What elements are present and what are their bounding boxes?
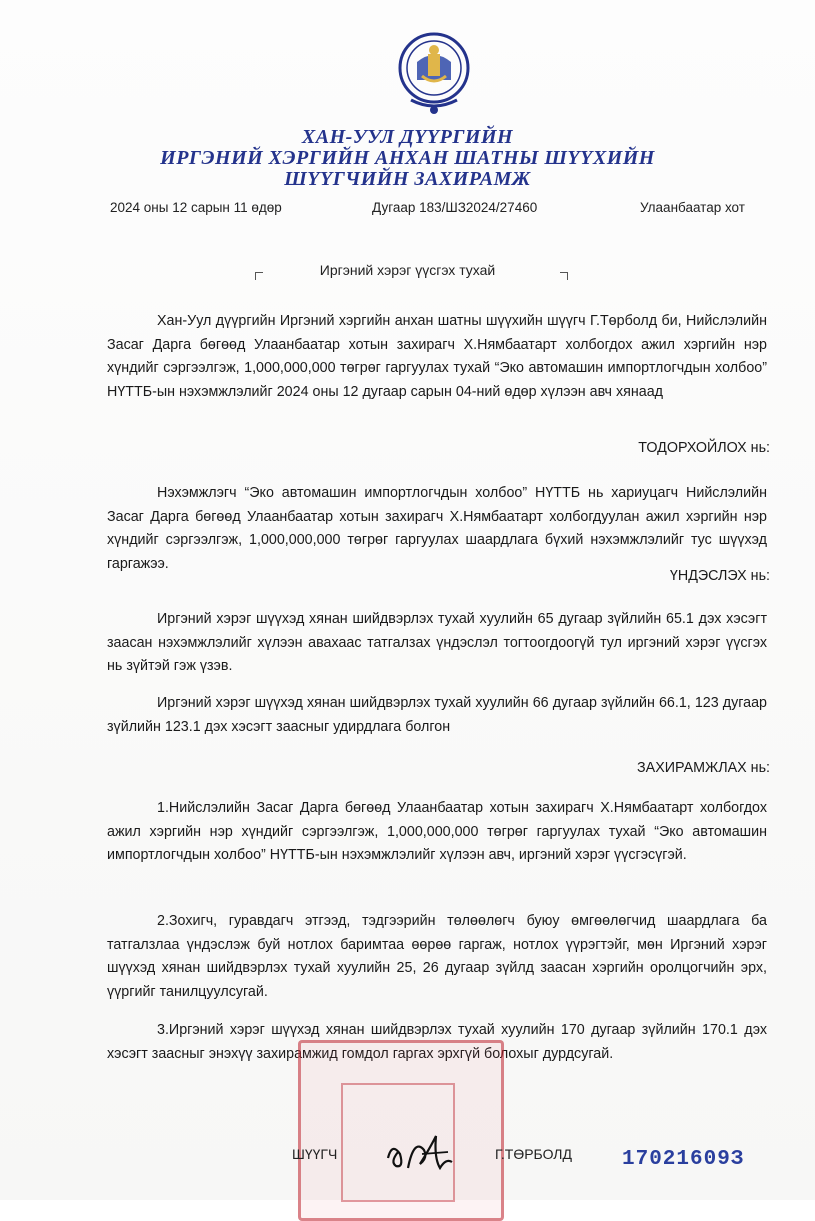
undeslekh-paragraph-1: Иргэний хэрэг шүүхэд хянан шийдвэрлэх тухай хуулийн 65 дугаар зүйлийн 65.1 дэх хэсэгт заасан нэхэмжлэлийг хүлээн авахаас татгалзах үндэслэл тогтоогдоогүй тул иргэний хэрэг үүсгэх нь зүйтэй гэж үзэв. <box>107 611 767 674</box>
signer-name: Г.ТӨРБОЛД <box>495 1146 572 1162</box>
order-number: Дугаар 183/ШЗ2024/27460 <box>372 200 538 215</box>
signer-role: ШҮҮГЧ <box>292 1146 338 1162</box>
order-place: Улаанбаатар хот <box>640 200 745 215</box>
section-heading-undeslekh: ҮНДЭСЛЭХ нь: <box>669 568 770 584</box>
undeslekh-paragraph-2: Иргэний хэрэг шүүхэд хянан шийдвэрлэх тухай хуулийн 66 дугаар зүйлийн 66.1, 123 дугаар зүйлийн 123.1 дэх хэсэгт заасныг удирдлага болгон <box>107 695 767 735</box>
document-type-title: ШҮҮГЧИЙН ЗАХИРАМЖ <box>284 168 531 190</box>
handwritten-signature-icon <box>378 1128 468 1178</box>
order-date: 2024 оны 12 сарын 11 өдөр <box>110 200 282 215</box>
court-name-line1: ХАН-УУЛ ДҮҮРГИЙН <box>301 126 514 148</box>
intro-paragraph: Хан-Уул дүүргийн Иргэний хэргийн анхан шатны шүүхийн шүүгч Г.Төрболд би, Нийслэлийн Засаг Дарга бөгөөд Улаанбаатар хотын захирагч Х.Нямбаатарт холбогдох ажил хэргийн нэр хүндийг сэргээлгэж, 1,000,000,000 төгрөг гаргуулах тухай “Эко автомашин импортлогчдын холбоо” НҮТТБ-ын нэхэмжлэлийг 2024 оны 12 дугаар сарын 04-ний өдөр хүлээн авч хянаад <box>107 313 767 400</box>
todorkhoilokh-paragraph: Нэхэмжлэгч “Эко автомашин импортлогчдын холбоо” НҮТТБ нь хариуцагч Нийслэлийн Засаг Дарга бөгөөд Улаанбаатар хотын захирагч Х.Нямбаатарт холбогдуулан ажил хэргийн нэр хүндийг сэргээлгэж, 1,000,000,000 төгрөг гаргуулах шаардлага бүхий нэхэмжлэлийг тус шүүхэд гаргажээ. <box>107 485 767 572</box>
order-item-1: 1.Нийслэлийн Засаг Дарга бөгөөд Улаанбаатар хотын захирагч Х.Нямбаатарт холбогдох ажил хэргийн нэр хүндийг сэргээлгэж, 1,000,000,000 төгрөг гаргуулах тухай “Эко автомашин импортлогчдын холбоо” НҮТТБ-ын нэхэмжлэлийг хүлээн авч, иргэний хэрэг үүсгэсүгэй. <box>107 800 767 863</box>
state-emblem-icon <box>397 28 471 118</box>
document-serial-number: 17021609З <box>622 1148 745 1171</box>
order-item-3: 3.Иргэний хэрэг шүүхэд хянан шийдвэрлэх тухай хуулийн 170 дугаар зүйлийн 170.1 дэх хэсэгт заасныг энэхүү захирамжид гомдол гаргах эрхгүй болохыг дурдсугай. <box>107 1022 767 1062</box>
section-heading-zakhiramjlakh: ЗАХИРАМЖЛАХ нь: <box>637 760 770 776</box>
section-heading-todorkhoilokh: ТОДОРХОЙЛОХ нь: <box>638 440 770 456</box>
court-name-line2: ИРГЭНИЙ ХЭРГИЙН АНХАН ШАТНЫ ШҮҮХИЙН <box>160 147 655 169</box>
order-item-2: 2.Зохигч, гуравдагч этгээд, тэдгээрийн төлөөлөгч буюу өмгөөлөгчид шаардлага ба татгалзлаа үндэслэж буй нотлох баримтаа өөрөө гаргаж, нотлох үүрэгтэйг, мөн Иргэний хэрэг шүүхэд хянан шийдвэрлэх тухай хуулийн 25, 26 дугаар зүйлд заасан хэргийн оролцогчийн эрх, үүргийг танилцуулсугай. <box>107 913 767 1000</box>
order-subject: Иргэний хэрэг үүсгэх тухай <box>319 262 496 278</box>
